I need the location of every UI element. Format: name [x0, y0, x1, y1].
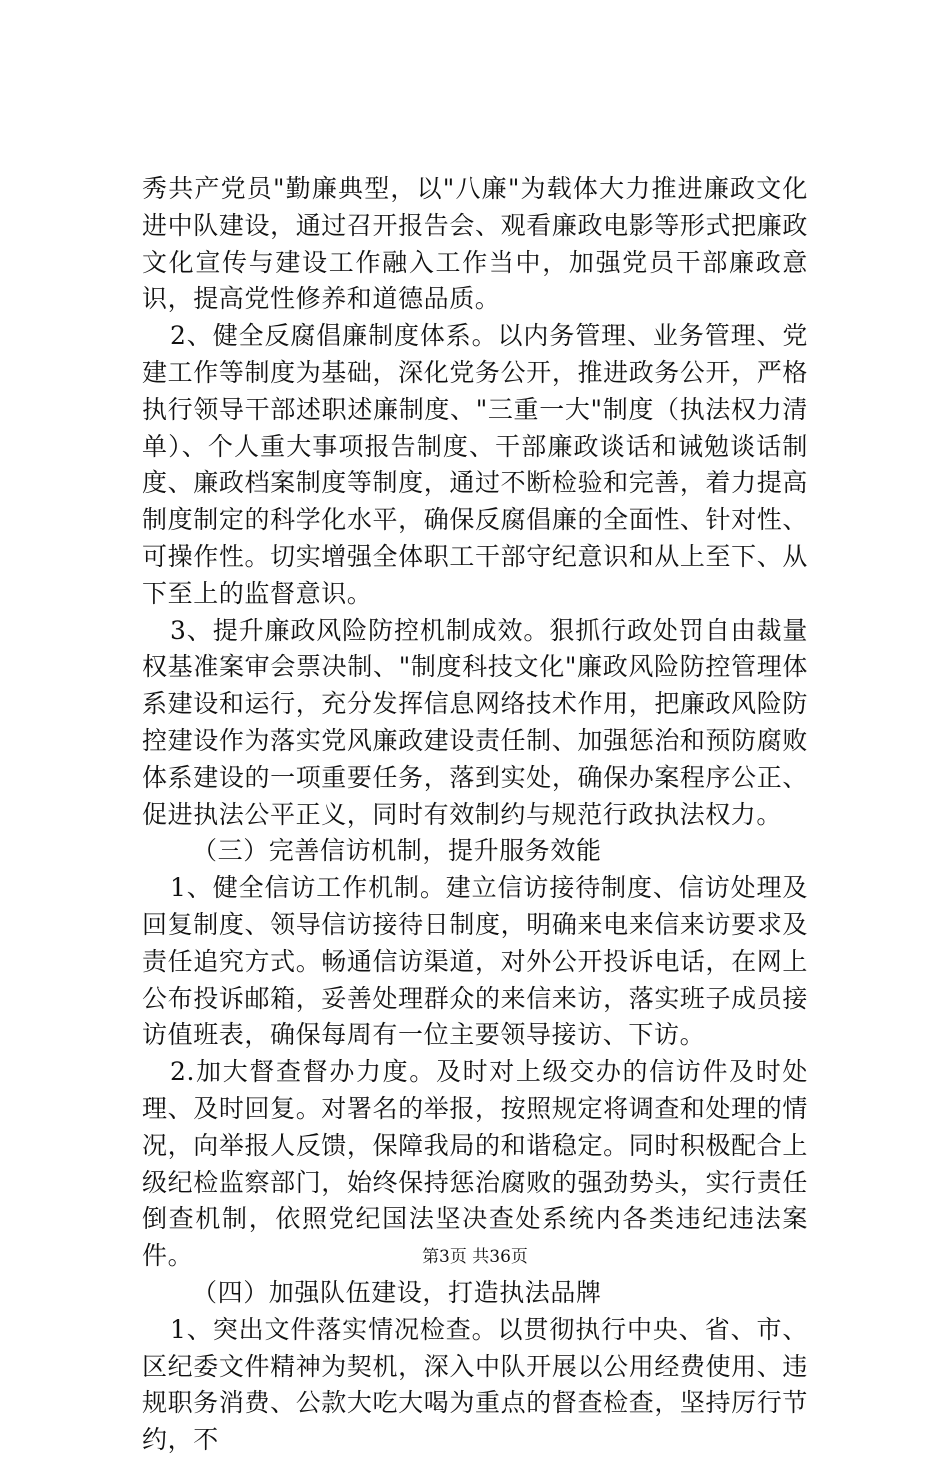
paragraph-4: 1、健全信访工作机制。建立信访接待制度、信访处理及回复制度、领导信访接待日制度，明确来电来信来访要求及责任追究方式。畅通信访渠道，对外公开投诉电话，在网上公布投诉邮箱，妥善处理群众的来信来访，落实班子成员接访值班表，确保每周有一位主要领导接访、下访。	[142, 873, 808, 1050]
section-heading-3: （三）完善信访机制，提升服务效能	[192, 836, 602, 866]
paragraph-2: 2、健全反腐倡廉制度体系。以内务管理、业务管理、党建工作等制度为基础，深化党务公开，推进政务公开，严格执行领导干部述职述廉制度、"三重一大"制度（执法权力清单）、个人重大事项报告制度、干部廉政谈话和诫勉谈话制度、廉政档案制度等制度，通过不断检验和完善，着力提高制度制定的科学化水平，确保反腐倡廉的全面性、针对性、可操作性。切实增强全体职工干部守纪意识和从上至下、从下至上的监督意识。	[142, 321, 808, 608]
paragraph-3: 3、提升廉政风险防控机制成效。狠抓行政处罚自由裁量权基准案审会票决制、"制度科技文化"廉政风险防控管理体系建设和运行，充分发挥信息网络技术作用，把廉政风险防控建设作为落实党风廉政建设责任制、加强惩治和预防腐败体系建设的一项重要任务，落到实处，确保办案程序公正、促进执法公平正义，同时有效制约与规范行政执法权力。	[142, 615, 808, 829]
paragraph-5: 2.加大督查督办力度。及时对上级交办的信访件及时处理、及时回复。对署名的举报，按照规定将调查和处理的情况，向举报人反馈，保障我局的和谐稳定。同时积极配合上级纪检监察部门，始终保持惩治腐败的强劲势头，实行责任倒查机制，依照党纪国法坚决查处系统内各类违纪违法案件。	[142, 1057, 808, 1271]
page-footer: 第3页 共36页	[422, 1247, 528, 1267]
section-heading-4: （四）加强队伍建设，打造执法品牌	[192, 1277, 602, 1307]
paragraph-6: 1、突出文件落实情况检查。以贯彻执行中央、省、市、区纪委文件精神为契机，深入中队开展以公用经费使用、违规职务消费、公款大吃大喝为重点的督查检查，坚持厉行节约，不	[142, 1314, 808, 1455]
paragraph-1: 秀共产党员"勤廉典型，以"八廉"为载体大力推进廉政文化进中队建设，通过召开报告会、观看廉政电影等形式把廉政文化宣传与建设工作融入工作当中，加强党员干部廉政意识，提高党性修养和道德品质。	[142, 174, 808, 314]
